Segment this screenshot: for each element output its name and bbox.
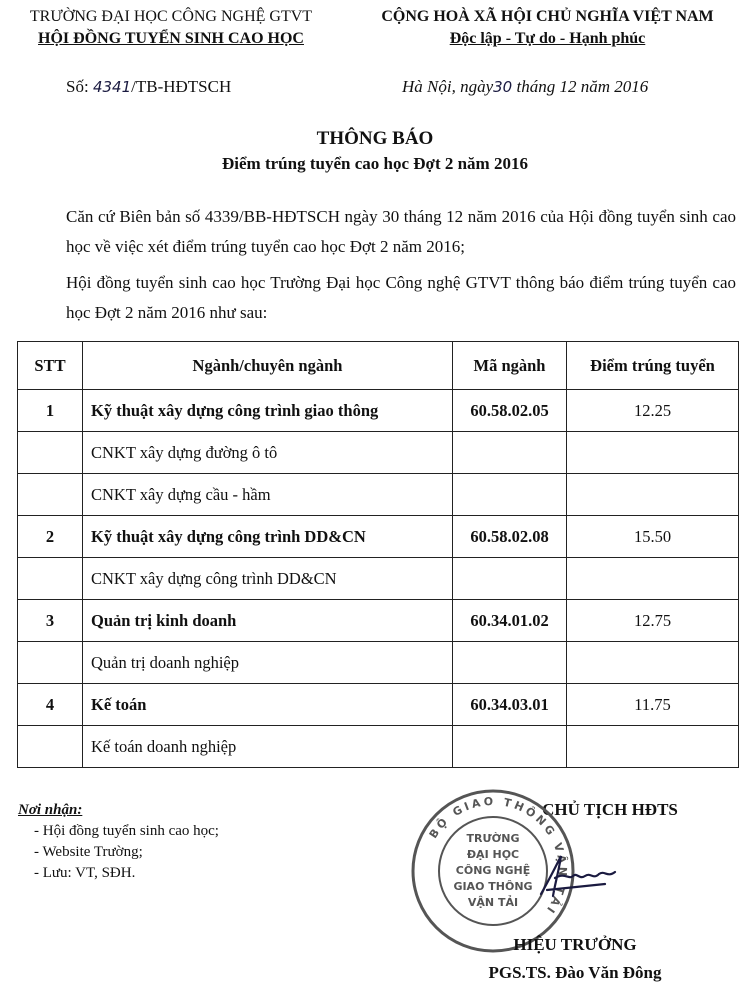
recipient-item: - Hội đồng tuyển sinh cao học;: [34, 823, 219, 839]
recipients-label: Nơi nhận:: [18, 802, 83, 818]
col-header-code: Mã ngành: [453, 342, 567, 390]
issuer-block: [6, 6, 336, 50]
seal-line: TRƯỜNG: [466, 832, 520, 845]
table-row: 3 Quản trị kinh doanh 60.34.01.02 12.75: [18, 600, 739, 642]
handwritten-day: 30: [493, 78, 513, 96]
motto: Độc lập - Tự do - Hạnh phúc: [449, 30, 646, 47]
seal-line: CÔNG NGHỆ: [455, 864, 531, 877]
col-header-score: Điểm trúng tuyển: [567, 342, 739, 390]
signer-name: PGS.TS. Đào Văn Đông: [488, 963, 662, 982]
seal-ring-text: BỘ GIAO THÔNG VẬN TẢI: [426, 794, 570, 918]
paragraph-basis: Căn cứ Biên bản số 4339/BB-HĐTSCH ngày 30 tháng 12 năm 2016 của Hội đồng tuyển sinh cao học về việc xét điểm trúng tuyển cao học Đợt 2 năm 2016;: [66, 207, 736, 256]
table-row: Quản trị doanh nghiệp: [18, 642, 739, 684]
recipient-item: - Website Trường;: [34, 844, 143, 860]
table-row: CNKT xây dựng đường ô tô: [18, 432, 739, 474]
seal-line: VẬN TẢI: [467, 896, 519, 909]
document-number: Số: 4341/TB-HĐTSCH: [66, 77, 232, 96]
country-name: CỘNG HOÀ XÃ HỘI CHỦ NGHĨA VIỆT NAM: [381, 8, 714, 25]
table-row: CNKT xây dựng công trình DD&CN: [18, 558, 739, 600]
document-date: Hà Nội, ngày30 tháng 12 năm 2016: [402, 77, 649, 96]
recipient-item: - Lưu: VT, SĐH.: [34, 865, 136, 881]
col-header-stt: STT: [18, 342, 83, 390]
seal-line: GIAO THÔNG: [453, 880, 533, 893]
table-row: Kế toán doanh nghiệp: [18, 726, 739, 768]
paragraph-announcement: Hội đồng tuyển sinh cao học Trường Đại học Công nghệ GTVT thông báo điểm trúng tuyển cao học Đợt 2 năm 2016 như sau:: [66, 273, 736, 322]
admission-score-table: [17, 341, 739, 768]
recipients-block: [18, 800, 219, 884]
national-motto-block: [350, 6, 745, 50]
col-header-major: Ngành/chuyên ngành: [83, 342, 453, 390]
seal-line: ĐẠI HỌC: [466, 848, 520, 861]
university-name: TRƯỜNG ĐẠI HỌC CÔNG NGHỆ GTVT: [29, 8, 313, 25]
council-name: HỘI ĐỒNG TUYỂN SINH CAO HỌC: [38, 30, 304, 47]
signer-role-chair: CHỦ TỊCH HĐTS: [542, 800, 678, 819]
table-row: 4 Kế toán 60.34.03.01 11.75: [18, 684, 739, 726]
table-header-row: [18, 342, 739, 390]
table-row: 1 Kỹ thuật xây dựng công trình giao thông 60.58.02.05 12.25: [18, 390, 739, 432]
notice-title: THÔNG BÁO: [316, 128, 434, 149]
handwritten-number: 4341: [92, 78, 132, 96]
notice-subtitle: Điểm trúng tuyển cao học Đợt 2 năm 2016: [222, 154, 528, 173]
table-row: CNKT xây dựng cầu - hầm: [18, 474, 739, 516]
table-row: 2 Kỹ thuật xây dựng công trình DD&CN 60.58.02.08 15.50: [18, 516, 739, 558]
handwritten-signature: [535, 850, 625, 900]
signer-role-rector: HIỆU TRƯỞNG: [513, 935, 637, 954]
